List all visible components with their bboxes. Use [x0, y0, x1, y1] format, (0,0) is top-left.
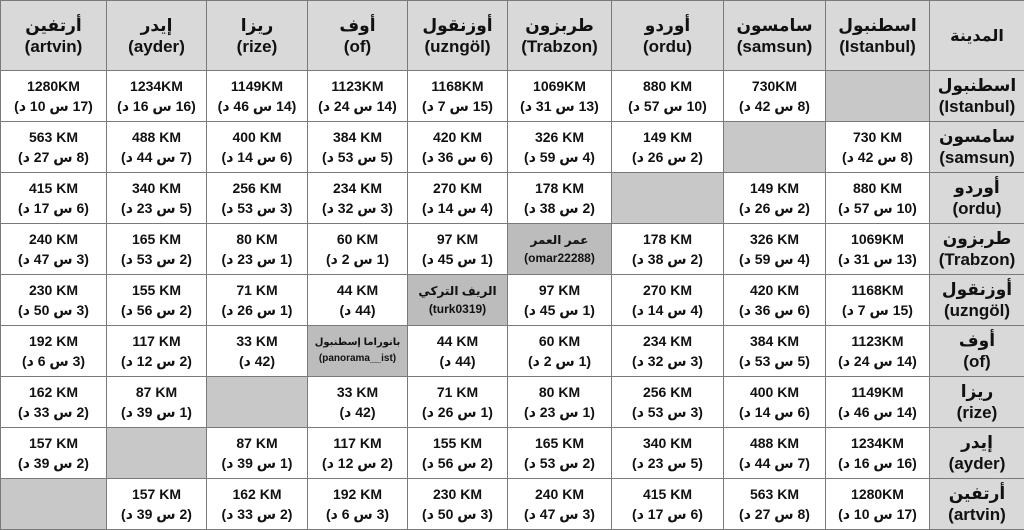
distance-cell — [107, 479, 207, 530]
column-header-ayder — [107, 1, 207, 71]
distance-cell — [408, 173, 508, 224]
empty-cell — [612, 173, 724, 224]
travel-time: (2 س 39 د) — [18, 455, 89, 471]
distance-km: 178 KM — [642, 231, 693, 247]
corner-header: المدينة — [930, 1, 1024, 71]
travel-time: (10 س 57 د) — [838, 200, 917, 216]
distance-cell — [612, 479, 724, 530]
distance-km: 420 KM — [749, 282, 800, 298]
distance-km: 80 KM — [236, 231, 278, 247]
header-row — [1, 1, 1024, 71]
column-header-arabic: ريزا — [240, 15, 274, 35]
distance-km: 880 KM — [852, 180, 903, 196]
distance-cell — [308, 275, 408, 326]
distance-km: 400 KM — [232, 129, 282, 145]
distance-km: 340 KM — [642, 435, 693, 451]
column-header-arabic: سامسون — [736, 15, 813, 35]
distance-km: 256 KM — [232, 180, 282, 196]
distance-cell — [308, 173, 408, 224]
distance-km: 415 KM — [642, 486, 693, 502]
travel-time: (16 س 16 د) — [838, 455, 917, 471]
distance-km: 1234KM — [851, 435, 904, 451]
distance-cell — [1, 173, 107, 224]
row-header-english: (ayder) — [948, 454, 1006, 473]
distance-km: 1123KM — [851, 333, 904, 349]
distance-km: 563 KM — [749, 486, 800, 502]
empty-cell — [207, 377, 308, 428]
distance-cell — [508, 428, 612, 479]
travel-time: (1 س 45 د) — [422, 251, 493, 267]
distance-km: 157 KM — [131, 486, 182, 502]
row-header-trabzon — [930, 224, 1024, 275]
column-header-english: (Trabzon) — [521, 36, 598, 56]
travel-time: (1 س 26 د) — [422, 404, 493, 420]
distance-cell — [826, 428, 930, 479]
row-header-arabic: سامسون — [938, 127, 1016, 146]
travel-time: (2 س 56 د) — [121, 302, 192, 318]
travel-time: (15 س 7 د) — [842, 302, 913, 318]
row-header-arabic: إيدر — [961, 433, 993, 452]
distance-km: 33 KM — [336, 384, 379, 400]
distance-cell — [207, 479, 308, 530]
distance-km: 488 KM — [749, 435, 800, 451]
distance-cell — [826, 326, 930, 377]
row-header-english: (of) — [963, 352, 991, 371]
distance-km: 1069KM — [851, 231, 904, 247]
distance-km: 326 KM — [749, 231, 800, 247]
distance-km: 87 KM — [135, 384, 178, 400]
distance-cell — [612, 224, 724, 275]
row-header-english: (Istanbul) — [938, 97, 1016, 116]
credit-handle: (turk0319) — [428, 302, 487, 316]
distance-cell — [612, 326, 724, 377]
credit-name: بانوراما إسطنبول — [314, 337, 401, 348]
distance-km: 71 KM — [436, 384, 479, 400]
column-header-arabic: اسطنبول — [838, 15, 917, 35]
column-header-english: (rize) — [236, 36, 278, 56]
travel-time: (5 س 23 د) — [121, 200, 192, 216]
distance-cell — [107, 326, 207, 377]
distance-cell — [308, 428, 408, 479]
distance-cell — [508, 173, 612, 224]
distance-cell — [207, 71, 308, 122]
travel-time: (10 س 57 د) — [628, 98, 707, 114]
distance-cell — [508, 275, 612, 326]
travel-time: (4 س 14 د) — [422, 200, 493, 216]
row-header-arabic: طربزون — [942, 229, 1012, 248]
table-body — [1, 71, 1024, 530]
travel-time: (2 س 38 د) — [632, 251, 703, 267]
distance-km: 400 KM — [749, 384, 800, 400]
travel-time: (5 س 53 د) — [322, 149, 393, 165]
column-header-english: (of) — [343, 36, 372, 56]
column-header-arabic: أوردو — [644, 15, 691, 35]
distance-cell — [408, 326, 508, 377]
empty-cell — [826, 71, 930, 122]
column-header-arabic: أرتفين — [25, 15, 82, 35]
distance-cell — [107, 71, 207, 122]
distance-cell — [826, 275, 930, 326]
distance-cell — [1, 428, 107, 479]
distance-km: 155 KM — [432, 435, 483, 451]
distance-km: 230 KM — [28, 282, 79, 298]
travel-time: (8 س 27 د) — [739, 506, 810, 522]
travel-time: (3 س 6 د) — [21, 353, 86, 369]
travel-time: (8 س 42 د) — [842, 149, 913, 165]
travel-time: (6 س 17 د) — [632, 506, 703, 522]
travel-time: (2 س 53 د) — [121, 251, 192, 267]
distance-km: 192 KM — [28, 333, 79, 349]
row-header-artvin — [930, 479, 1024, 530]
column-header-arabic: أوف — [339, 15, 376, 35]
column-header-english: (ayder) — [128, 36, 185, 56]
distance-cell — [826, 479, 930, 530]
travel-time: (2 س 39 د) — [121, 506, 192, 522]
travel-time: (1 س 23 د) — [524, 404, 595, 420]
travel-time: (3 س 47 د) — [18, 251, 89, 267]
travel-time: (14 س 24 د) — [318, 98, 397, 114]
distance-cell — [724, 71, 826, 122]
travel-time: (2 س 33 د) — [221, 506, 293, 522]
row-header-english: (samsun) — [939, 148, 1015, 167]
distance-km: 270 KM — [432, 180, 483, 196]
travel-time: (6 س 36 د) — [739, 302, 810, 318]
credit-handle: (panorama__ist) — [318, 353, 397, 364]
distance-cell — [207, 428, 308, 479]
distance-cell — [826, 224, 930, 275]
travel-time: (5 س 53 د) — [739, 353, 810, 369]
travel-time: (3 س 50 د) — [18, 302, 89, 318]
distance-km: 33 KM — [236, 333, 278, 349]
distance-km: 1234KM — [130, 78, 183, 94]
travel-time: (2 س 12 د) — [121, 353, 192, 369]
distance-km: 60 KM — [538, 333, 581, 349]
distance-cell — [508, 122, 612, 173]
table-row — [1, 224, 1024, 275]
distance-km: 97 KM — [538, 282, 581, 298]
distance-cell — [826, 377, 930, 428]
table-row — [1, 122, 1024, 173]
distance-cell — [408, 377, 508, 428]
distance-km: 240 KM — [28, 231, 79, 247]
distance-cell — [107, 224, 207, 275]
travel-time: (3 س 47 د) — [524, 506, 595, 522]
distance-cell — [612, 428, 724, 479]
distance-cell — [826, 122, 930, 173]
distance-km: 149 KM — [642, 129, 693, 145]
distance-cell — [508, 479, 612, 530]
distance-km: 488 KM — [131, 129, 182, 145]
distance-km: 230 KM — [432, 486, 483, 502]
credit-handle: (omar22288) — [524, 251, 595, 265]
distance-cell — [508, 71, 612, 122]
travel-time: (1 س 2 د) — [325, 251, 390, 267]
column-header-english: (ordu) — [642, 36, 693, 56]
watermark-cell — [408, 275, 508, 326]
distance-km: 384 KM — [749, 333, 800, 349]
empty-cell — [1, 479, 107, 530]
row-header-arabic: أوردو — [954, 178, 1000, 197]
credit-name: عمر العمر — [530, 233, 589, 247]
travel-time: (2 س 26 د) — [739, 200, 810, 216]
distance-km: 270 KM — [642, 282, 693, 298]
distance-km: 192 KM — [332, 486, 383, 502]
row-header-ordu — [930, 173, 1024, 224]
distance-cell — [308, 122, 408, 173]
watermark-cell — [508, 224, 612, 275]
distance-km: 730 KM — [852, 129, 903, 145]
distance-cell — [508, 377, 612, 428]
travel-time: (44 د) — [339, 302, 376, 318]
travel-time: (3 س 53 د) — [221, 200, 293, 216]
travel-time: (8 س 27 د) — [18, 149, 89, 165]
distance-km: 234 KM — [332, 180, 383, 196]
travel-time: (2 س 12 د) — [322, 455, 393, 471]
distance-km: 256 KM — [642, 384, 693, 400]
travel-time: (3 س 32 د) — [632, 353, 703, 369]
distance-cell — [107, 275, 207, 326]
distance-cell — [308, 71, 408, 122]
distance-cell — [207, 122, 308, 173]
distance-km: 1168KM — [851, 282, 904, 298]
distance-km: 880 KM — [642, 78, 693, 94]
travel-time: (6 س 14 د) — [221, 149, 293, 165]
distance-km: 165 KM — [534, 435, 585, 451]
column-header-arabic: طربزون — [525, 15, 594, 35]
distance-cell — [107, 122, 207, 173]
travel-time: (2 س 53 د) — [524, 455, 595, 471]
travel-time: (17 س 10 د) — [14, 98, 93, 114]
table-row — [1, 71, 1024, 122]
row-header-english: (uzngöl) — [943, 301, 1011, 320]
distance-km: 60 KM — [336, 231, 379, 247]
travel-time: (6 س 17 د) — [18, 200, 89, 216]
distance-km: 165 KM — [131, 231, 182, 247]
empty-cell — [107, 428, 207, 479]
distance-cell — [724, 173, 826, 224]
travel-time: (8 س 42 د) — [739, 98, 810, 114]
table-row — [1, 377, 1024, 428]
travel-time: (2 س 38 د) — [524, 200, 595, 216]
distance-km: 44 KM — [436, 333, 479, 349]
travel-time: (1 س 26 د) — [221, 302, 293, 318]
row-header-english: (artvin) — [948, 505, 1006, 524]
column-header-english: (Istanbul) — [839, 36, 916, 56]
distance-km: 326 KM — [534, 129, 585, 145]
column-header-rize — [207, 1, 308, 71]
row-header-arabic: أرتفين — [948, 484, 1006, 503]
travel-time: (3 س 32 د) — [322, 200, 393, 216]
distance-cell — [207, 173, 308, 224]
travel-time: (5 س 23 د) — [632, 455, 703, 471]
row-header-english: (Trabzon) — [938, 250, 1016, 269]
distance-cell — [724, 479, 826, 530]
travel-time: (6 س 14 د) — [739, 404, 810, 420]
travel-time: (6 س 36 د) — [422, 149, 493, 165]
travel-time: (13 س 31 د) — [520, 98, 599, 114]
travel-time: (1 س 45 د) — [524, 302, 595, 318]
row-header-samsun — [930, 122, 1024, 173]
column-header-arabic: أوزنقول — [422, 15, 493, 35]
travel-time: (44 د) — [439, 353, 476, 369]
distance-km: 384 KM — [332, 129, 383, 145]
column-header-english: (uzngöl) — [424, 36, 491, 56]
travel-time: (17 س 10 د) — [838, 506, 917, 522]
distance-cell — [308, 479, 408, 530]
distance-km: 162 KM — [28, 384, 79, 400]
travel-time: (15 س 7 د) — [422, 98, 493, 114]
column-header-uzngöl — [408, 1, 508, 71]
travel-time: (1 س 39 د) — [221, 455, 293, 471]
distance-cell — [107, 377, 207, 428]
distance-km: 162 KM — [232, 486, 282, 502]
travel-time: (14 س 46 د) — [838, 404, 917, 420]
distance-cell — [724, 428, 826, 479]
column-header-english: (artvin) — [24, 36, 83, 56]
distance-cell — [408, 428, 508, 479]
travel-time: (4 س 59 د) — [739, 251, 810, 267]
distance-cell — [308, 377, 408, 428]
table-row — [1, 326, 1024, 377]
distance-cell — [724, 275, 826, 326]
table-row — [1, 173, 1024, 224]
travel-time: (1 س 23 د) — [221, 251, 293, 267]
distance-km: 44 KM — [336, 282, 379, 298]
travel-time: (3 س 53 د) — [632, 404, 703, 420]
travel-time: (16 س 16 د) — [117, 98, 196, 114]
column-header-istanbul — [826, 1, 930, 71]
distance-km: 415 KM — [28, 180, 79, 196]
distance-km: 149 KM — [749, 180, 800, 196]
distance-km: 730KM — [751, 78, 798, 94]
row-header-english: (ordu) — [952, 199, 1002, 218]
distance-cell — [508, 326, 612, 377]
travel-time: (2 س 33 د) — [18, 404, 89, 420]
row-header-rize — [930, 377, 1024, 428]
table-row — [1, 428, 1024, 479]
distance-cell — [1, 275, 107, 326]
distance-km: 157 KM — [28, 435, 79, 451]
distance-cell — [107, 173, 207, 224]
travel-time: (42 د) — [339, 404, 376, 420]
distance-cell — [207, 224, 308, 275]
column-header-arabic: إيدر — [140, 15, 173, 35]
distance-km: 240 KM — [534, 486, 585, 502]
distance-km: 155 KM — [131, 282, 182, 298]
distance-km: 87 KM — [236, 435, 278, 451]
row-header-arabic: أوف — [958, 331, 996, 350]
row-header-arabic: ريزا — [960, 382, 994, 401]
travel-time: (7 س 44 د) — [121, 149, 192, 165]
table-row — [1, 275, 1024, 326]
distance-km: 117 KM — [333, 435, 382, 451]
travel-time: (1 س 39 د) — [121, 404, 192, 420]
distance-km: 1280KM — [27, 78, 80, 94]
travel-time: (3 س 50 د) — [422, 506, 493, 522]
table-row — [1, 479, 1024, 530]
distance-cell — [1, 224, 107, 275]
distance-km: 1069KM — [533, 78, 586, 94]
row-header-istanbul — [930, 71, 1024, 122]
row-header-ayder — [930, 428, 1024, 479]
column-header-ordu — [612, 1, 724, 71]
distance-cell — [207, 326, 308, 377]
distance-km: 117 KM — [132, 333, 181, 349]
distance-km: 1168KM — [431, 78, 484, 94]
distance-cell — [1, 122, 107, 173]
distance-km: 1149KM — [230, 78, 284, 94]
distance-cell — [826, 173, 930, 224]
distance-cell — [724, 326, 826, 377]
distance-cell — [408, 224, 508, 275]
distance-cell — [408, 122, 508, 173]
distance-km: 1280KM — [851, 486, 904, 502]
travel-time: (3 س 6 د) — [325, 506, 390, 522]
distance-km: 97 KM — [436, 231, 479, 247]
distance-km: 1149KM — [851, 384, 904, 400]
distance-cell — [1, 71, 107, 122]
column-header-of — [308, 1, 408, 71]
distance-km: 340 KM — [131, 180, 182, 196]
row-header-uzngöl — [930, 275, 1024, 326]
distance-cell — [308, 224, 408, 275]
travel-time: (7 س 44 د) — [739, 455, 810, 471]
column-header-trabzon — [508, 1, 612, 71]
travel-time: (4 س 59 د) — [524, 149, 595, 165]
distance-cell — [1, 326, 107, 377]
travel-time: (14 س 46 د) — [217, 98, 297, 114]
distance-cell — [612, 275, 724, 326]
row-header-english: (rize) — [956, 403, 998, 422]
distance-cell — [408, 479, 508, 530]
distance-km: 80 KM — [538, 384, 581, 400]
distance-km: 71 KM — [236, 282, 278, 298]
row-header-of — [930, 326, 1024, 377]
row-header-arabic: أوزنقول — [941, 280, 1013, 299]
distance-km: 234 KM — [642, 333, 693, 349]
row-header-arabic: اسطنبول — [937, 76, 1017, 95]
travel-time: (2 س 56 د) — [422, 455, 493, 471]
travel-time: (13 س 31 د) — [838, 251, 917, 267]
distance-cell — [612, 377, 724, 428]
travel-time: (2 س 26 د) — [632, 149, 703, 165]
distance-cell — [1, 377, 107, 428]
distance-cell — [612, 71, 724, 122]
travel-time: (42 د) — [239, 353, 275, 369]
watermark-cell — [308, 326, 408, 377]
column-header-samsun — [724, 1, 826, 71]
column-header-english: (samsun) — [736, 36, 813, 56]
column-header-artvin — [1, 1, 107, 71]
distance-cell — [724, 224, 826, 275]
travel-time: (14 س 24 د) — [838, 353, 917, 369]
distance-cell — [612, 122, 724, 173]
distance-km: 563 KM — [28, 129, 79, 145]
travel-time: (4 س 14 د) — [632, 302, 703, 318]
empty-cell — [724, 122, 826, 173]
distance-km: 1123KM — [331, 78, 384, 94]
distance-cell — [207, 275, 308, 326]
distance-cell — [724, 377, 826, 428]
distance-km: 420 KM — [432, 129, 483, 145]
credit-name: الريف التركي — [418, 284, 497, 298]
travel-time: (1 س 2 د) — [527, 353, 592, 369]
distance-km: 178 KM — [534, 180, 585, 196]
distance-cell — [408, 71, 508, 122]
